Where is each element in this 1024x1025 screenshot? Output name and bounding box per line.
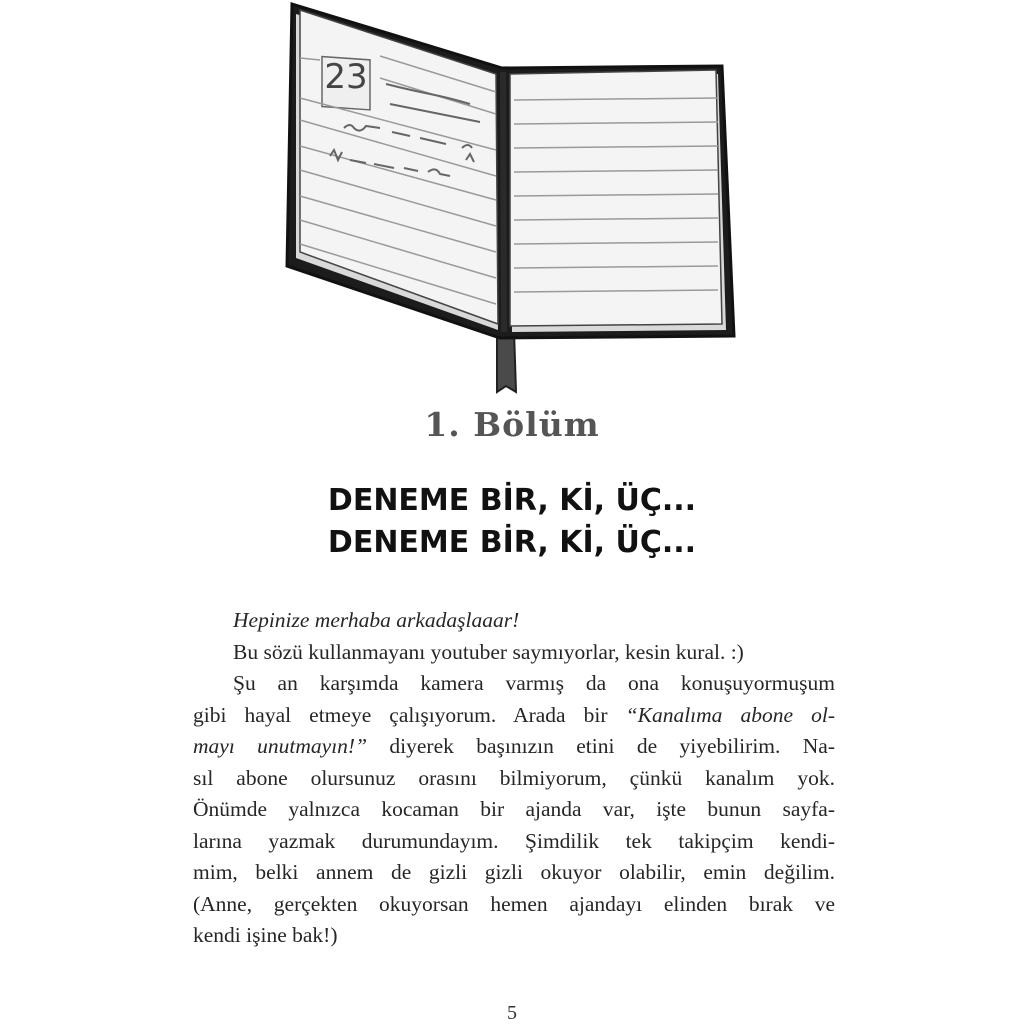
- text-span: sıl abone olursunuz orasını bilmiyorum, çünkü kanalım yok.: [193, 765, 835, 790]
- text-span: (Anne, gerçekten okuyorsan hemen ajandayı elinden bırak ve: [193, 891, 835, 916]
- paragraph-line: [193, 668, 835, 700]
- paragraph-line: [193, 889, 835, 921]
- body-text: [193, 605, 835, 952]
- text-span: mim, belki annem de gizli gizli okuyor olabilir, emin değilim.: [193, 860, 835, 884]
- paragraph-line: [193, 794, 835, 826]
- date-box: [322, 57, 370, 110]
- chapter-number: 1. Bölüm: [424, 405, 600, 444]
- italic-text: “Kanalıma abone ol-: [625, 702, 835, 727]
- paragraph-line: [193, 826, 835, 858]
- text-span: gibi hayal etmeye çalışıyorum. Arada bir: [193, 702, 626, 727]
- paragraph-line: [193, 700, 835, 732]
- text-span: larına yazmak durumundayım. Şimdilik tek takipçim kendi-: [193, 828, 835, 853]
- text-span: diyerek başınızın etini de yiyebilirim. Na-: [367, 734, 835, 758]
- paragraph-line: [193, 731, 835, 763]
- paragraph-line: [193, 920, 835, 952]
- text-span: Bu sözü kullanmayanı youtuber saymıyorlar, kesin kural. :): [233, 639, 744, 664]
- text-span: Önümde yalnızca kocaman bir ajanda var, işte bunun sayfa-: [193, 797, 835, 821]
- chapter-title-line: DENEME BİR, Kİ, ÜÇ...: [327, 525, 697, 560]
- text-span: Şu an karşımda kamera varmış da ona konuşuyormuşum: [233, 671, 835, 695]
- chapter-title-line: DENEME BİR, Kİ, ÜÇ...: [327, 483, 697, 518]
- paragraph-line: [193, 857, 835, 889]
- italic-text: mayı unutmayın!”: [193, 734, 368, 758]
- open-diary-icon: [0, 0, 1024, 400]
- italic-text: Hepinize merhaba arkadaşlaaar!: [233, 608, 520, 632]
- text-span: kendi işine bak!): [193, 923, 338, 947]
- paragraph-line: [193, 637, 835, 669]
- chapter-title: [0, 480, 1024, 564]
- date-number: 23: [324, 57, 368, 97]
- paragraph-line: [193, 763, 835, 795]
- page-number: 5: [507, 1002, 517, 1024]
- paragraph-line: [193, 605, 835, 637]
